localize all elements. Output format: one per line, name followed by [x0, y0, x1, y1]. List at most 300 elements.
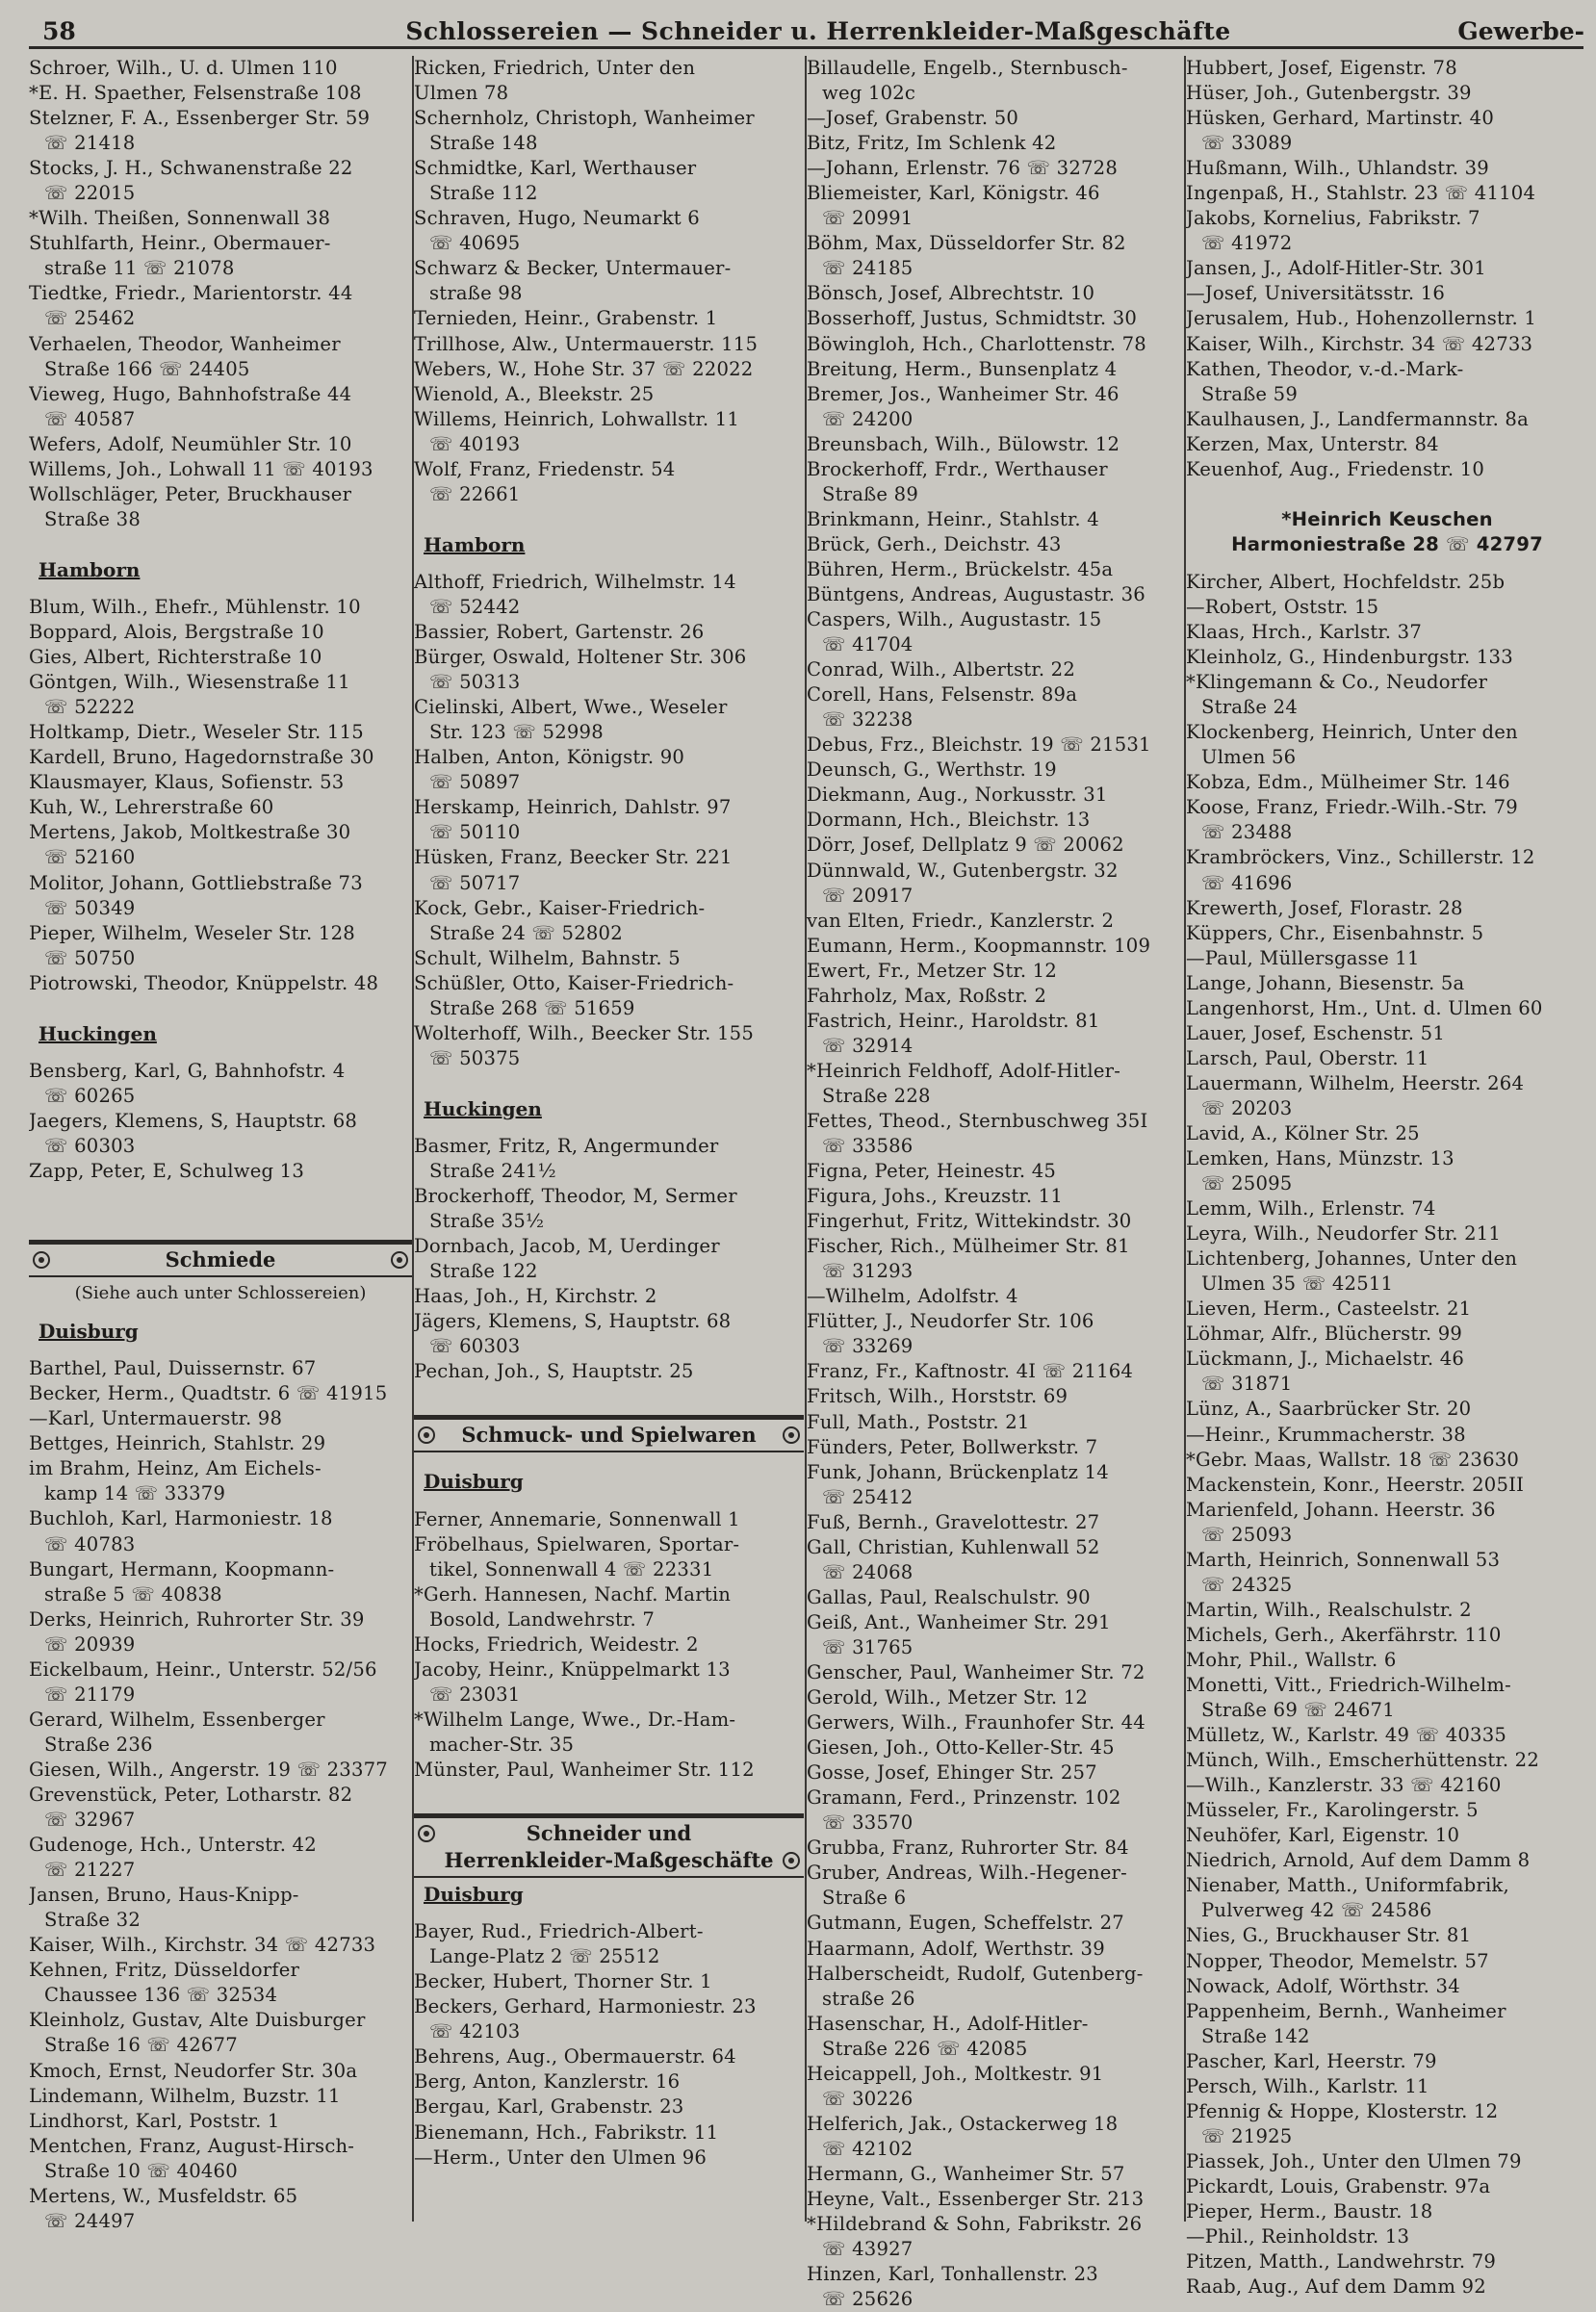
directory-entry: Figna, Peter, Heinestr. 45 — [807, 1160, 1057, 1183]
directory-entry: Krambröckers, Vinz., Schillerstr. 12 — [1186, 846, 1535, 869]
entries-schneider-duisburg-cont-2 — [1186, 56, 1588, 482]
entry-continuation: macher-Str. 35 — [429, 1733, 575, 1756]
directory-entry: —Herm., Unter den Ulmen 96 — [414, 2145, 708, 2169]
directory-entry: —Phil., Reinholdstr. 13 — [1186, 2225, 1410, 2248]
entry-continuation: Pulverweg 42 ☏ 24586 — [1201, 1899, 1432, 1922]
directory-entry: Basmer, Fritz, R, Angermunder — [414, 1134, 719, 1157]
entry-continuation: ☏ 24200 — [822, 407, 914, 430]
directory-entry: Gerard, Wilhelm, Essenberger — [29, 1708, 325, 1731]
directory-entry: Münch, Wilh., Emscherhüttenstr. 22 — [1186, 1749, 1540, 1772]
directory-entry: Ferner, Annemarie, Sonnenwall 1 — [414, 1507, 740, 1530]
directory-entry: Klaas, Hrch., Karlstr. 37 — [1186, 621, 1422, 644]
directory-entry: Larsch, Paul, Oberstr. 11 — [1186, 1046, 1429, 1069]
entry-continuation: weg 102c — [822, 82, 916, 105]
directory-entry: Küppers, Chr., Eisenbahnstr. 5 — [1186, 921, 1484, 944]
directory-entry: Bungart, Hermann, Koopmann- — [29, 1557, 335, 1580]
directory-entry: Eumann, Herm., Koopmannstr. 109 — [807, 934, 1151, 957]
column-3 — [807, 56, 1184, 2312]
entry-continuation: ☏ 25626 — [822, 2288, 914, 2311]
directory-entry: Pickardt, Louis, Grabenstr. 97a — [1186, 2174, 1491, 2197]
section-heading-duisburg: Duisburg — [39, 1320, 139, 1344]
entry-continuation: ☏ 42103 — [429, 2020, 521, 2043]
entries-schlossereien-hamborn — [29, 595, 412, 996]
directory-entry: Mertens, Jakob, Moltkestraße 30 — [29, 821, 351, 844]
advertisement-address: Harmoniestraße 28 ☏ 42797 — [1231, 532, 1543, 555]
directory-entry: Göntgen, Wilh., Wiesenstraße 11 — [29, 671, 350, 694]
directory-entry: Nies, G., Bruckhauser Str. 81 — [1186, 1924, 1472, 1947]
directory-entry: Münster, Paul, Wanheimer Str. 112 — [414, 1759, 755, 1781]
page-header — [29, 12, 1596, 50]
directory-entry: Hocks, Friedrich, Weidestr. 2 — [414, 1632, 699, 1656]
directory-entry: Derks, Heinrich, Ruhrorter Str. 39 — [29, 1607, 365, 1631]
directory-entry: Lückmann, J., Michaelstr. 46 — [1186, 1348, 1465, 1371]
directory-entry: Trillhose, Alw., Untermauerstr. 115 — [414, 332, 759, 355]
directory-entry: Bremer, Jos., Wanheimer Str. 46 — [807, 382, 1120, 405]
entry-continuation: ☏ 41696 — [1201, 871, 1293, 894]
entry-continuation: ☏ 24068 — [822, 1560, 914, 1583]
directory-entry: Schroer, Wilh., U. d. Ulmen 110 — [29, 57, 338, 79]
cross-reference-note: (Siehe auch unter Schlossereien) — [74, 1283, 367, 1304]
directory-entry: Bettges, Heinrich, Stahlstr. 29 — [29, 1432, 326, 1455]
directory-entry: Dornbach, Jacob, M, Uerdinger — [414, 1235, 720, 1258]
directory-entry: Krewerth, Josef, Florastr. 28 — [1186, 896, 1463, 919]
directory-entry: Giesen, Wilh., Angerstr. 19 ☏ 23377 — [29, 1758, 388, 1781]
entry-continuation: Straße 112 — [429, 182, 538, 205]
directory-entry: Jakobs, Kornelius, Fabrikstr. 7 — [1186, 207, 1480, 230]
directory-entry: Schmidtke, Karl, Werthauser — [414, 157, 697, 180]
page-number: 58 — [42, 17, 76, 45]
directory-entry: Beckers, Gerhard, Harmoniestr. 23 — [414, 1995, 757, 2018]
entries-schneider-duisburg — [414, 1919, 804, 2170]
column-1 — [29, 56, 412, 2234]
directory-entry: Lauer, Josef, Eschenstr. 51 — [1186, 1021, 1445, 1044]
category-title: Schmuck- und Spielwaren — [461, 1423, 757, 1448]
entry-continuation: ☏ 41972 — [1201, 232, 1293, 255]
directory-entry: Kleinholz, Gustav, Alte Duisburger — [29, 2009, 366, 2032]
column-4 — [1186, 56, 1588, 2299]
entry-continuation: ☏ 31293 — [822, 1260, 914, 1283]
directory-entry: Pechan, Joh., S, Hauptstr. 25 — [414, 1360, 694, 1383]
directory-entry: Debus, Frz., Bleichstr. 19 ☏ 21531 — [807, 733, 1151, 757]
section-heading-hamborn: Hamborn — [424, 532, 526, 556]
directory-entry: Kleinholz, G., Hindenburgstr. 133 — [1186, 646, 1513, 669]
directory-entry: *Gerh. Hannesen, Nachf. Martin — [414, 1582, 732, 1606]
directory-entry: Kaulhausen, J., Landfermannstr. 8a — [1186, 407, 1529, 430]
directory-entry: Pascher, Karl, Heerstr. 79 — [1186, 2049, 1437, 2072]
directory-entry: Brockerhoff, Frdr., Werthauser — [807, 457, 1108, 480]
advertisement-name: *Heinrich Keuschen — [1281, 507, 1493, 530]
entry-continuation: ☏ 20917 — [822, 884, 914, 907]
directory-entry: Haarmann, Adolf, Werthstr. 39 — [807, 1937, 1105, 1960]
directory-entry: Hubbert, Josef, Eigenstr. 78 — [1186, 57, 1457, 79]
entry-continuation: kamp 14 ☏ 33379 — [44, 1482, 226, 1505]
directory-entry: Persch, Wilh., Karlstr. 11 — [1186, 2074, 1429, 2097]
category-box-schmuck — [414, 1415, 804, 1452]
directory-entry: Willems, Joh., Lohwall 11 ☏ 40193 — [29, 457, 373, 480]
directory-entry: Schernholz, Christoph, Wanheimer — [414, 107, 755, 130]
entry-continuation: ☏ 50375 — [429, 1046, 521, 1069]
directory-entry: Genscher, Paul, Wanheimer Str. 72 — [807, 1661, 1146, 1683]
directory-entry: Lindhorst, Karl, Poststr. 1 — [29, 2109, 280, 2132]
entry-continuation: Straße 236 — [44, 1733, 153, 1756]
entry-continuation: ☏ 32914 — [822, 1034, 914, 1057]
directory-entry: *Hildebrand & Sohn, Fabrikstr. 26 — [807, 2213, 1143, 2236]
directory-entry: Ingenpaß, H., Stahlstr. 23 ☏ 41104 — [1186, 182, 1536, 205]
entry-continuation: ☏ 42102 — [822, 2137, 914, 2160]
entry-continuation: ☏ 22661 — [429, 482, 521, 505]
entry-continuation: ☏ 23031 — [429, 1683, 521, 1706]
entry-continuation: Bosold, Landwehrstr. 7 — [429, 1607, 655, 1631]
directory-entry: Nopper, Theodor, Memelstr. 57 — [1186, 1949, 1489, 1972]
directory-entry: Kerzen, Max, Unterstr. 84 — [1186, 432, 1439, 455]
entry-continuation: Straße 24 — [1201, 696, 1298, 719]
entry-continuation: Straße 142 — [1201, 2024, 1310, 2047]
directory-entry: Michels, Gerh., Akerfährstr. 110 — [1186, 1623, 1502, 1646]
directory-entry: Heicappell, Joh., Moltkestr. 91 — [807, 2062, 1104, 2085]
directory-entry: Bürger, Oswald, Holtener Str. 306 — [414, 646, 747, 669]
entry-continuation: Straße 166 ☏ 24405 — [44, 357, 250, 380]
directory-entry: Pappenheim, Bernh., Wanheimer — [1186, 1999, 1506, 2022]
directory-entry: Dünnwald, W., Gutenbergstr. 32 — [807, 859, 1119, 882]
directory-entry: —Paul, Müllersgasse 11 — [1186, 946, 1420, 969]
entry-continuation: Straße 89 — [822, 482, 918, 505]
directory-entry: Fritsch, Wilh., Horststr. 69 — [807, 1385, 1068, 1408]
entry-continuation: straße 11 ☏ 21078 — [44, 257, 235, 280]
section-heading-hamborn: Hamborn — [39, 557, 141, 581]
directory-entry: Corell, Hans, Felsenstr. 89a — [807, 683, 1078, 706]
directory-entry: *Klingemann & Co., Neudorfer — [1186, 671, 1488, 694]
directory-entry: Böhm, Max, Düsseldorfer Str. 82 — [807, 232, 1126, 255]
entry-continuation: Straße 268 ☏ 51659 — [429, 996, 635, 1019]
directory-entry: Jacoby, Heinr., Knüppelmarkt 13 — [414, 1657, 731, 1681]
directory-entry: —Johann, Erlenstr. 76 ☏ 32728 — [807, 157, 1119, 180]
directory-entry: Holtkamp, Dietr., Weseler Str. 115 — [29, 721, 364, 744]
directory-entry: Mohr, Phil., Wallstr. 6 — [1186, 1648, 1397, 1671]
directory-entry: Brinkmann, Heinr., Stahlstr. 4 — [807, 507, 1099, 530]
directory-entry: Wollschläger, Peter, Bruckhauser — [29, 482, 352, 505]
entry-continuation: ☏ 33269 — [822, 1335, 914, 1358]
directory-entry: Stelzner, F. A., Essenberger Str. 59 — [29, 107, 371, 130]
directory-entry: Fünders, Peter, Bollwerkstr. 7 — [807, 1435, 1098, 1458]
directory-entry: Grubba, Franz, Ruhrorter Str. 84 — [807, 1837, 1129, 1860]
directory-entry: Bassier, Robert, Gartenstr. 26 — [414, 621, 705, 644]
category-title: Schmiede — [165, 1247, 276, 1272]
directory-entry: Mentchen, Franz, August-Hirsch- — [29, 2134, 355, 2157]
directory-entry: Flütter, J., Neudorfer Str. 106 — [807, 1310, 1094, 1333]
directory-entry: —Karl, Untermauerstr. 98 — [29, 1407, 283, 1430]
entry-continuation: ☏ 25412 — [822, 1485, 914, 1508]
entry-continuation: Straße 59 — [1201, 382, 1298, 405]
directory-entry: Hüser, Joh., Gutenbergstr. 39 — [1186, 82, 1472, 105]
directory-entry: Hermann, G., Wanheimer Str. 57 — [807, 2162, 1125, 2185]
directory-entry: Kircher, Albert, Hochfeldstr. 25b — [1186, 570, 1506, 593]
directory-entry: Langenhorst, Hm., Unt. d. Ulmen 60 — [1186, 996, 1543, 1019]
directory-entry: Hußmann, Wilh., Uhlandstr. 39 — [1186, 157, 1489, 180]
entry-continuation: ☏ 25093 — [1201, 1523, 1293, 1546]
directory-entry: Gies, Albert, Richterstraße 10 — [29, 646, 322, 669]
section-heading-huckingen: Huckingen — [424, 1096, 542, 1120]
directory-entry: Verhaelen, Theodor, Wanheimer — [29, 332, 341, 355]
entry-continuation: Straße 228 — [822, 1084, 931, 1107]
directory-entry: Stocks, J. H., Schwanenstraße 22 — [29, 157, 353, 180]
entry-continuation: ☏ 25462 — [44, 307, 136, 330]
entry-continuation: Straße 148 — [429, 132, 538, 155]
directory-entry: Piotrowski, Theodor, Knüppelstr. 48 — [29, 971, 379, 994]
directory-entry: —Josef, Grabenstr. 50 — [807, 107, 1019, 130]
directory-entry: Lauermann, Wilhelm, Heerstr. 264 — [1186, 1071, 1525, 1094]
directory-entry: Kaiser, Wilh., Kirchstr. 34 ☏ 42733 — [1186, 332, 1533, 355]
entries-schmiede-huckingen — [414, 1134, 804, 1384]
entries-schlossereien-duisburg — [29, 56, 412, 532]
directory-entry: Gallas, Paul, Realschulstr. 90 — [807, 1585, 1091, 1608]
entry-continuation: ☏ 31765 — [822, 1635, 914, 1658]
directory-entry: Koose, Franz, Friedr.-Wilh.-Str. 79 — [1186, 796, 1518, 819]
directory-entry: Gerwers, Wilh., Fraunhofer Str. 44 — [807, 1711, 1146, 1734]
entry-continuation: Straße 16 ☏ 42677 — [44, 2034, 238, 2057]
entry-continuation: ☏ 30226 — [822, 2087, 914, 2110]
entry-continuation: ☏ 40193 — [429, 432, 521, 455]
directory-entry: Lindemann, Wilhelm, Buzstr. 11 — [29, 2084, 341, 2107]
directory-entry: Deunsch, G., Werthstr. 19 — [807, 758, 1057, 782]
directory-entry: Hasenschar, H., Adolf-Hitler- — [807, 2012, 1089, 2035]
directory-entry: Nowack, Adolf, Wörthstr. 34 — [1186, 1974, 1460, 1997]
directory-entry: Gerold, Wilh., Metzer Str. 12 — [807, 1686, 1089, 1709]
directory-entry: Mackenstein, Konr., Heerstr. 205II — [1186, 1473, 1525, 1496]
directory-entry: Fastrich, Heinr., Haroldstr. 81 — [807, 1009, 1100, 1032]
directory-entry: Ewert, Fr., Metzer Str. 12 — [807, 959, 1058, 982]
entry-continuation: Straße 24 ☏ 52802 — [429, 921, 623, 944]
directory-entry: Fröbelhaus, Spielwaren, Sportar- — [414, 1532, 740, 1555]
directory-entry: Blum, Wilh., Ehefr., Mühlenstr. 10 — [29, 595, 361, 618]
entry-continuation: ☏ 32967 — [44, 1809, 136, 1832]
directory-entry: Ulmen 78 — [414, 82, 509, 105]
directory-entry: Jansen, Bruno, Haus-Knipp- — [29, 1884, 299, 1907]
directory-entry: Bensberg, Karl, G, Bahnhofstr. 4 — [29, 1059, 346, 1082]
directory-entry: Hüsken, Gerhard, Martinstr. 40 — [1186, 107, 1494, 130]
directory-entry: —Josef, Universitätsstr. 16 — [1186, 282, 1446, 305]
directory-entry: Klockenberg, Heinrich, Unter den — [1186, 721, 1518, 744]
directory-entry: *Heinrich Feldhoff, Adolf-Hitler- — [807, 1059, 1121, 1082]
entry-continuation: ☏ 21179 — [44, 1683, 136, 1706]
entry-continuation: ☏ 20939 — [44, 1632, 136, 1656]
directory-entry: Kobza, Edm., Mülheimer Str. 146 — [1186, 771, 1510, 794]
directory-entry: Pitzen, Matth., Landwehrstr. 79 — [1186, 2250, 1497, 2273]
directory-entry: Kuh, W., Lehrerstraße 60 — [29, 796, 274, 819]
entry-continuation: ☏ 60303 — [44, 1134, 136, 1157]
directory-entry: —Robert, Oststr. 15 — [1186, 595, 1379, 618]
entries-schneider-duisburg-cont-3 — [1186, 570, 1588, 2299]
directory-entry: Keuenhof, Aug., Friedenstr. 10 — [1186, 457, 1485, 480]
directory-entry: Gall, Christian, Kuhlenwall 52 — [807, 1535, 1100, 1558]
entry-continuation: ☏ 60303 — [429, 1335, 521, 1358]
directory-entry: Ternieden, Heinr., Grabenstr. 1 — [414, 307, 718, 330]
directory-entry: Bosserhoff, Justus, Schmidtstr. 30 — [807, 307, 1138, 330]
entry-continuation: ☏ 24185 — [822, 257, 914, 280]
entry-continuation: ☏ 32238 — [822, 708, 914, 732]
directory-entry: Pieper, Herm., Baustr. 18 — [1186, 2199, 1433, 2222]
section-heading-duisburg: Duisburg — [424, 1470, 524, 1494]
directory-entry: Franz, Fr., Kaftnostr. 4I ☏ 21164 — [807, 1360, 1134, 1383]
entry-continuation: Straße 241½ — [429, 1160, 556, 1183]
directory-entry: Fingerhut, Fritz, Wittekindstr. 30 — [807, 1210, 1132, 1233]
entry-continuation: ☏ 23488 — [1201, 821, 1293, 844]
directory-entry: *Gebr. Maas, Wallstr. 18 ☏ 23630 — [1186, 1448, 1520, 1471]
directory-entry: Halben, Anton, Königstr. 90 — [414, 746, 685, 769]
entry-continuation: ☏ 24497 — [44, 2209, 136, 2232]
entry-continuation: ☏ 21227 — [44, 1859, 136, 1882]
entry-continuation: ☏ 21925 — [1201, 2124, 1293, 2147]
directory-entry: *Wilhelm Lange, Wwe., Dr.-Ham- — [414, 1708, 736, 1731]
directory-entry: Fuß, Bernh., Gravelottestr. 27 — [807, 1510, 1100, 1533]
directory-entry: *E. H. Spaether, Felsenstraße 108 — [29, 82, 362, 105]
directory-entry: Helferich, Jak., Ostackerweg 18 — [807, 2112, 1119, 2135]
directory-entry: Böwingloh, Hch., Charlottenstr. 78 — [807, 332, 1146, 355]
entry-continuation: Lange-Platz 2 ☏ 25512 — [429, 1945, 660, 1968]
entry-continuation: Straße 38 — [44, 507, 141, 530]
directory-entry: Dormann, Hch., Bleichstr. 13 — [807, 809, 1091, 832]
entry-continuation: ☏ 33089 — [1201, 132, 1293, 155]
directory-entry: Schwarz & Becker, Untermauer- — [414, 257, 732, 280]
directory-entry: Schraven, Hugo, Neumarkt 6 — [414, 207, 700, 230]
entry-continuation: ☏ 20991 — [822, 207, 914, 230]
category-box-schmiede — [29, 1240, 412, 1277]
directory-entry: Barthel, Paul, Duissernstr. 67 — [29, 1357, 317, 1380]
entry-continuation: Ulmen 56 — [1201, 746, 1297, 769]
directory-entry: Piassek, Joh., Unter den Ulmen 79 — [1186, 2149, 1522, 2172]
directory-entry: Grevenstück, Peter, Lotharstr. 82 — [29, 1784, 353, 1806]
directory-entry: Gutmann, Eugen, Scheffelstr. 27 — [807, 1912, 1124, 1935]
ornament-icon — [418, 1825, 435, 1842]
directory-entry: Lichtenberg, Johannes, Unter den — [1186, 1247, 1518, 1271]
directory-entry: Molitor, Johann, Gottliebstraße 73 — [29, 871, 363, 894]
entry-continuation: ☏ 21418 — [44, 132, 136, 155]
directory-entry: Lünz, A., Saarbrücker Str. 20 — [1186, 1398, 1472, 1421]
directory-entry: Fischer, Rich., Mülheimer Str. 81 — [807, 1235, 1130, 1258]
directory-entry: Tiedtke, Friedr., Marientorstr. 44 — [29, 282, 353, 305]
directory-entry: Kock, Gebr., Kaiser-Friedrich- — [414, 896, 706, 919]
directory-entry: Monetti, Vitt., Friedrich-Wilhelm- — [1186, 1674, 1511, 1696]
directory-entry: Vieweg, Hugo, Bahnhofstraße 44 — [29, 382, 352, 405]
entry-continuation: Straße 35½ — [429, 1210, 545, 1233]
entries-schmiede-duisburg — [29, 1356, 412, 2234]
directory-entry: Kehnen, Fritz, Düsseldorfer — [29, 1959, 300, 1982]
directory-entry: Lange, Johann, Biesenstr. 5a — [1186, 971, 1465, 994]
entry-continuation: Straße 6 — [822, 1887, 907, 1910]
directory-entry: Bienemann, Hch., Fabrikstr. 11 — [414, 2120, 719, 2144]
directory-entry: Full, Math., Poststr. 21 — [807, 1410, 1030, 1433]
entry-continuation: ☏ 43927 — [822, 2238, 914, 2261]
directory-entry: Hinzen, Karl, Tonhallenstr. 23 — [807, 2263, 1098, 2286]
entry-continuation: ☏ 40587 — [44, 407, 136, 430]
directory-entry: Diekmann, Aug., Norkusstr. 31 — [807, 784, 1108, 807]
entry-continuation: ☏ 40695 — [429, 232, 521, 255]
directory-entry: Willems, Heinrich, Lohwallstr. 11 — [414, 407, 740, 430]
entry-continuation: tikel, Sonnenwall 4 ☏ 22331 — [429, 1557, 714, 1580]
directory-entry: Jerusalem, Hub., Hohenzollernstr. 1 — [1186, 307, 1537, 330]
directory-entry: Becker, Herm., Quadtstr. 6 ☏ 41915 — [29, 1382, 388, 1405]
entry-continuation: ☏ 50110 — [429, 821, 521, 844]
directory-entry: Giesen, Joh., Otto-Keller-Str. 45 — [807, 1736, 1115, 1760]
directory-entry: Lemken, Hans, Münzstr. 13 — [1186, 1147, 1454, 1170]
entry-continuation: ☏ 31871 — [1201, 1373, 1293, 1396]
entry-continuation: ☏ 20203 — [1201, 1096, 1293, 1119]
entry-continuation: Straße 69 ☏ 24671 — [1201, 1699, 1395, 1722]
column-2 — [414, 56, 804, 2171]
entry-continuation: ☏ 50313 — [429, 671, 521, 694]
directory-entry: Raab, Aug., Auf dem Damm 92 — [1186, 2275, 1486, 2299]
directory-entry: Mülletz, W., Karlstr. 49 ☏ 40335 — [1186, 1724, 1507, 1747]
entry-continuation: ☏ 40783 — [44, 1532, 136, 1555]
directory-entry: Gudenoge, Hch., Unterstr. 42 — [29, 1834, 317, 1857]
entry-continuation: ☏ 50750 — [44, 946, 136, 969]
directory-entry: Althoff, Friedrich, Wilhelmstr. 14 — [414, 570, 736, 593]
entries-schlossereien-duisburg-cont — [414, 56, 804, 507]
entries-schmuck-duisburg — [414, 1507, 804, 1784]
directory-entry: Kmoch, Ernst, Neudorfer Str. 30a — [29, 2059, 358, 2082]
directory-entry: Webers, W., Hohe Str. 37 ☏ 22022 — [414, 357, 754, 380]
directory-entry: Halberscheidt, Rudolf, Gutenberg- — [807, 1962, 1144, 1985]
directory-entry: Schüßler, Otto, Kaiser-Friedrich- — [414, 971, 734, 994]
directory-entry: Cielinski, Albert, Wwe., Weseler — [414, 696, 728, 719]
directory-entry: Bliemeister, Karl, Königstr. 46 — [807, 182, 1100, 205]
directory-entry: Brück, Gerh., Deichstr. 43 — [807, 532, 1062, 555]
entry-continuation: ☏ 41704 — [822, 633, 914, 656]
directory-entry: Breunsbach, Wilh., Bülowstr. 12 — [807, 432, 1120, 455]
entry-continuation: ☏ 33586 — [822, 1135, 914, 1158]
entry-continuation: straße 26 — [822, 1987, 915, 2010]
directory-entry: Jaegers, Klemens, S, Hauptstr. 68 — [29, 1109, 358, 1132]
directory-entry: Fettes, Theod., Sternbuschweg 35I — [807, 1109, 1148, 1132]
directory-entry: Buchloh, Karl, Harmoniestr. 18 — [29, 1507, 333, 1530]
directory-entry: Figura, Johs., Kreuzstr. 11 — [807, 1185, 1064, 1208]
directory-entry: Lieven, Herm., Casteelstr. 21 — [1186, 1297, 1472, 1321]
directory-entry: Niedrich, Arnold, Auf dem Damm 8 — [1186, 1849, 1531, 1872]
entry-continuation: ☏ 52222 — [44, 696, 136, 719]
running-head-right: Gewerbe- — [1457, 17, 1584, 45]
directory-entry: Caspers, Wilh., Augustastr. 15 — [807, 608, 1102, 631]
directory-entry: Eickelbaum, Heinr., Unterstr. 52/56 — [29, 1657, 377, 1681]
entry-continuation: straße 5 ☏ 40838 — [44, 1582, 222, 1606]
entry-continuation: Str. 123 ☏ 52998 — [429, 721, 604, 744]
category-box-schneider — [414, 1813, 804, 1878]
directory-entry: Martin, Wilh., Realschulstr. 2 — [1186, 1598, 1472, 1621]
entry-continuation: ☏ 52442 — [429, 595, 521, 618]
directory-entry: Behrens, Aug., Obermauerstr. 64 — [414, 2045, 736, 2068]
directory-entry: Brockerhoff, Theodor, M, Sermer — [414, 1185, 737, 1208]
directory-entry: Breitung, Herm., Bunsenplatz 4 — [807, 357, 1118, 380]
directory-entry: —Wilhelm, Adolfstr. 4 — [807, 1285, 1018, 1308]
page-title: Schlossereien — Schneider u. Herrenkleider-Maßgeschäfte — [405, 17, 1231, 45]
directory-entry: Conrad, Wilh., Albertstr. 22 — [807, 658, 1076, 681]
directory-entry: Gramann, Ferd., Prinzenstr. 102 — [807, 1786, 1121, 1810]
directory-entry: Klausmayer, Klaus, Sofienstr. 53 — [29, 771, 345, 794]
directory-entry: Marienfeld, Johann. Heerstr. 36 — [1186, 1498, 1496, 1521]
entry-continuation: ☏ 52160 — [44, 846, 136, 869]
directory-entry: Bühren, Herm., Brückelstr. 45a — [807, 557, 1114, 580]
directory-entry: Wienold, A., Bleekstr. 25 — [414, 382, 655, 405]
directory-entry: Neuhöfer, Karl, Eigenstr. 10 — [1186, 1824, 1460, 1847]
directory-entry: Löhmar, Alfr., Blücherstr. 99 — [1186, 1323, 1463, 1346]
directory-entry: *Wilh. Theißen, Sonnenwall 38 — [29, 207, 331, 230]
directory-entry: Marth, Heinrich, Sonnenwall 53 — [1186, 1548, 1501, 1571]
directory-entry: Zapp, Peter, E, Schulweg 13 — [29, 1160, 305, 1183]
directory-entry: Pfennig & Hoppe, Klosterstr. 12 — [1186, 2099, 1499, 2122]
entry-continuation: Straße 122 — [429, 1260, 538, 1283]
directory-entry: Jansen, J., Adolf-Hitler-Str. 301 — [1186, 257, 1486, 280]
entry-continuation: ☏ 22015 — [44, 182, 136, 205]
directory-entry: Nienaber, Matth., Uniformfabrik, — [1186, 1874, 1509, 1897]
directory-entry: im Brahm, Heinz, Am Eichels- — [29, 1457, 322, 1480]
